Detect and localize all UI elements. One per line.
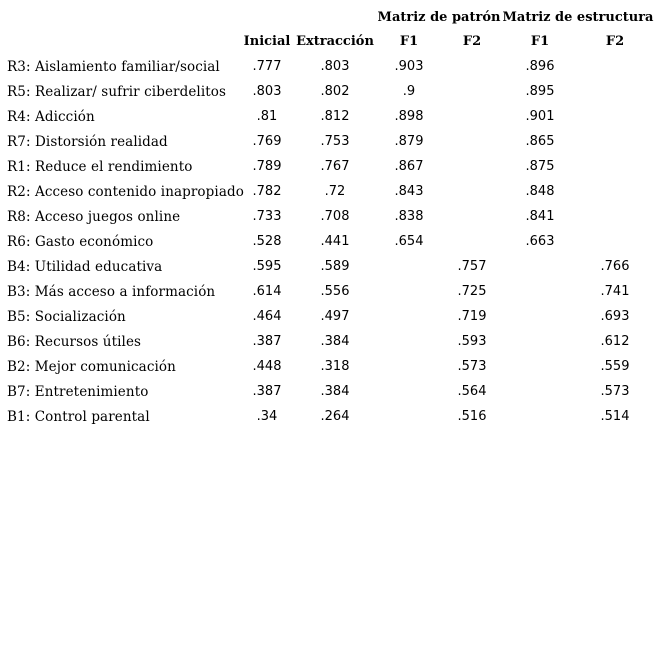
row-label: B1: Control parental (7, 409, 150, 425)
cell-inicial: .789 (252, 159, 282, 174)
table-row (0, 309, 657, 334)
cell-structure-f1: .896 (525, 59, 555, 74)
cell-pattern-f1: .903 (394, 59, 424, 74)
row-label: B4: Utilidad educativa (7, 259, 163, 275)
table-row (0, 359, 657, 384)
cell-structure-f1: .901 (525, 109, 555, 124)
table-row (0, 159, 657, 184)
cell-extraccion: .72 (324, 184, 346, 199)
row-label: R4: Adicción (7, 109, 95, 125)
cell-inicial: .81 (256, 109, 278, 124)
cell-extraccion: .802 (320, 84, 350, 99)
cell-extraccion: .767 (320, 159, 350, 174)
cell-inicial: .769 (252, 134, 282, 149)
cell-structure-f1: .841 (525, 209, 555, 224)
cell-pattern-f1: .843 (394, 184, 424, 199)
column-header-pattern-f1: F1 (399, 34, 419, 49)
group-header-structure-matrix: Matriz de estructura (502, 10, 654, 25)
cell-structure-f2: .741 (600, 284, 630, 299)
column-header-inicial: Inicial (243, 34, 291, 49)
table-row (0, 234, 657, 259)
table-row (0, 409, 657, 434)
cell-pattern-f2: .564 (457, 384, 487, 399)
cell-inicial: .528 (252, 234, 282, 249)
table-row (0, 209, 657, 234)
cell-structure-f2: .573 (600, 384, 630, 399)
cell-structure-f1: .848 (525, 184, 555, 199)
row-label: R5: Realizar/ sufrir ciberdelitos (7, 84, 227, 100)
cell-pattern-f2: .757 (457, 259, 487, 274)
cell-pattern-f1: .867 (394, 159, 424, 174)
table-row (0, 84, 657, 109)
cell-inicial: .34 (256, 409, 278, 424)
cell-pattern-f1: .654 (394, 234, 424, 249)
cell-pattern-f1: .898 (394, 109, 424, 124)
cell-structure-f2: .559 (600, 359, 630, 374)
row-label: B6: Recursos útiles (7, 334, 142, 350)
cell-structure-f1: .895 (525, 84, 555, 99)
cell-inicial: .782 (252, 184, 282, 199)
cell-inicial: .464 (252, 309, 282, 324)
cell-pattern-f1: .9 (402, 84, 416, 99)
cell-inicial: .387 (252, 384, 282, 399)
cell-inicial: .777 (252, 59, 282, 74)
table-row (0, 259, 657, 284)
cell-inicial: .803 (252, 84, 282, 99)
cell-extraccion: .589 (320, 259, 350, 274)
column-header-structure-f2: F2 (605, 34, 625, 49)
cell-pattern-f2: .573 (457, 359, 487, 374)
table-row (0, 134, 657, 159)
row-label: R6: Gasto económico (7, 234, 154, 250)
cell-pattern-f2: .516 (457, 409, 487, 424)
table-row (0, 59, 657, 84)
cell-extraccion: .708 (320, 209, 350, 224)
row-label: B3: Más acceso a información (7, 284, 216, 300)
row-label: R3: Aislamiento familiar/social (7, 59, 220, 75)
column-header-pattern-f2: F2 (462, 34, 482, 49)
cell-structure-f1: .663 (525, 234, 555, 249)
row-label: R2: Acceso contenido inapropiado (7, 184, 244, 200)
table-row (0, 284, 657, 309)
cell-extraccion: .812 (320, 109, 350, 124)
cell-structure-f1: .875 (525, 159, 555, 174)
cell-extraccion: .803 (320, 59, 350, 74)
cell-inicial: .448 (252, 359, 282, 374)
cell-pattern-f2: .719 (457, 309, 487, 324)
table-row (0, 384, 657, 409)
group-header-pattern-matrix: Matriz de patrón (377, 10, 501, 25)
cell-extraccion: .497 (320, 309, 350, 324)
cell-pattern-f1: .879 (394, 134, 424, 149)
cell-structure-f2: .612 (600, 334, 630, 349)
table-row (0, 334, 657, 359)
cell-extraccion: .441 (320, 234, 350, 249)
row-label: R7: Distorsión realidad (7, 134, 168, 150)
cell-extraccion: .384 (320, 384, 350, 399)
cell-pattern-f2: .725 (457, 284, 487, 299)
cell-structure-f1: .865 (525, 134, 555, 149)
table-row (0, 109, 657, 134)
cell-structure-f2: .766 (600, 259, 630, 274)
cell-inicial: .387 (252, 334, 282, 349)
row-label: R8: Acceso juegos online (7, 209, 181, 225)
row-label: B5: Socialización (7, 309, 126, 325)
row-label: B7: Entretenimiento (7, 384, 149, 400)
cell-structure-f2: .514 (600, 409, 630, 424)
row-label: R1: Reduce el rendimiento (7, 159, 193, 175)
cell-inicial: .733 (252, 209, 282, 224)
row-label: B2: Mejor comunicación (7, 359, 176, 375)
cell-extraccion: .318 (320, 359, 350, 374)
cell-extraccion: .753 (320, 134, 350, 149)
column-header-extraccion: Extracción (296, 34, 374, 49)
table-row (0, 184, 657, 209)
cell-extraccion: .556 (320, 284, 350, 299)
cell-inicial: .595 (252, 259, 282, 274)
cell-structure-f2: .693 (600, 309, 630, 324)
cell-pattern-f1: .838 (394, 209, 424, 224)
cell-inicial: .614 (252, 284, 282, 299)
cell-extraccion: .264 (320, 409, 350, 424)
cell-pattern-f2: .593 (457, 334, 487, 349)
cell-extraccion: .384 (320, 334, 350, 349)
column-header-structure-f1: F1 (530, 34, 550, 49)
